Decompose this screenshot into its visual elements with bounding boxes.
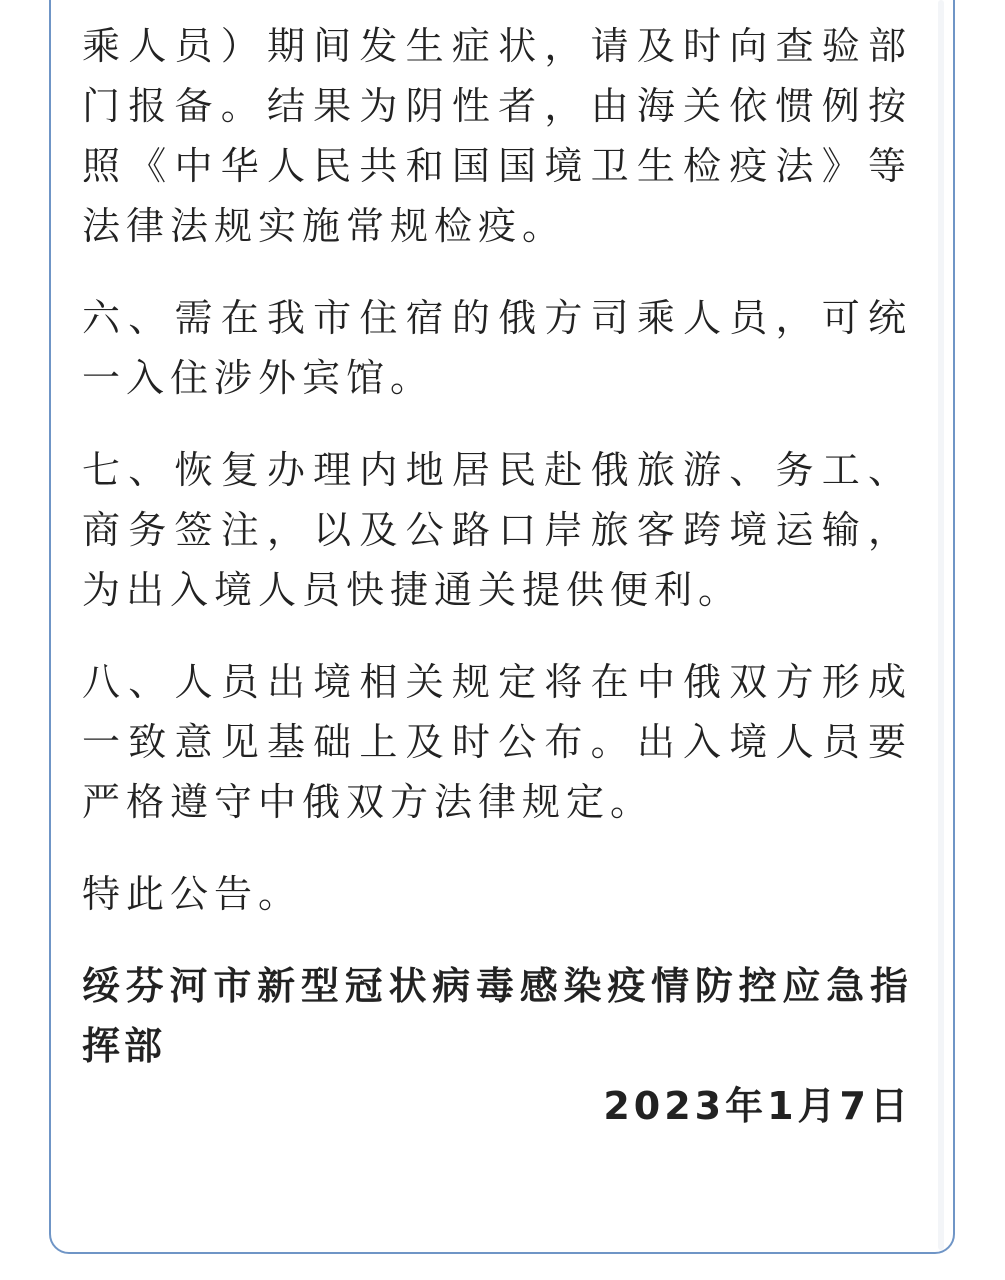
notice-paragraph-continued: 乘人员）期间发生症状，请及时向查验部门报备。结果为阴性者，由海关依惯例按照《中华人民共和国国境卫生检疫法》等法律法规实施常规检疫。 bbox=[82, 24, 912, 248]
notice-content bbox=[82, 16, 912, 1136]
notice-closing: 特此公告。 bbox=[82, 872, 303, 916]
notice-date: 2023年1月7日 bbox=[603, 1084, 912, 1128]
notice-signature: 绥芬河市新型冠状病毒感染疫情防控应急指挥部 bbox=[82, 964, 912, 1068]
notice-item-seven: 七、恢复办理内地居民赴俄旅游、务工、商务签注，以及公路口岸旅客跨境运输，为出入境人员快捷通关提供便利。 bbox=[82, 448, 912, 612]
notice-item-eight: 八、人员出境相关规定将在中俄双方形成一致意见基础上及时公布。出入境人员要严格遵守中俄双方法律规定。 bbox=[82, 660, 912, 824]
scrollbar-track[interactable] bbox=[938, 0, 944, 1250]
notice-item-six: 六、需在我市住宿的俄方司乘人员，可统一入住涉外宾馆。 bbox=[82, 296, 912, 400]
